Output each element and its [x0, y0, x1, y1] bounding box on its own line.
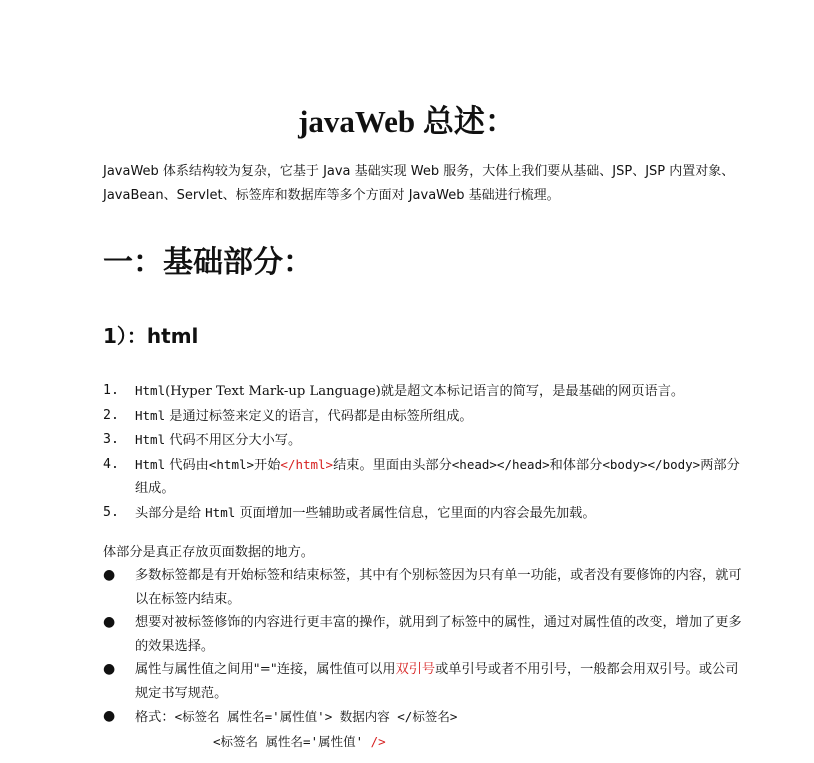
code-text: Html — [135, 407, 166, 423]
format-example: <标签名 属性名='属性值'> 数据内容 </标签名> — [174, 709, 458, 724]
bullet-item: ● 多数标签都是有开始标签和结束标签，其中有个别标签因为只有单一功能，或者没有要修饰的内容，就可以在标签内结束。 — [103, 564, 743, 611]
page-title: javaWeb 总述： — [298, 104, 516, 139]
section-heading: 一：基础部分： — [103, 245, 313, 280]
code-text: Html — [135, 432, 166, 447]
list-number: 1. — [103, 383, 119, 398]
code-text: Html — [135, 383, 166, 398]
bullet-item: ● 格式：<标签名 属性名='属性值'> 数据内容 </标签名> <标签名 属性名='属性值' /> — [103, 705, 743, 754]
bullet-item: ● 想要对被标签修饰的内容进行更丰富的操作，就用到了标签中的属性，通过对属性值的改变，增加了更多的效果选择。 — [103, 611, 743, 658]
list-item: 5. 头部分是给 Html 页面增加一些辅助或者属性信息，它里面的内容会最先加载。 — [103, 501, 743, 526]
subsection-heading: 1）：html — [103, 324, 199, 348]
list-item: 3. Html 代码不用区分大小写。 — [103, 428, 743, 453]
bullet-list — [103, 564, 743, 754]
intro-paragraph: JavaWeb 体系结构较为复杂，它基于 Java 基础实现 Web 服务，大体上我们要从基础、JSP、JSP 内置对象、JavaBean、Servlet、标签库和数据库等多个方面对 JavaWeb 基础进行梳理。 — [103, 164, 735, 203]
bullet-icon: ● — [103, 567, 116, 583]
highlight-text: 双引号 — [395, 662, 436, 677]
list-number: 2. — [103, 407, 119, 423]
list-item: 1. Html(Hyper Text Mark-up Language)就是超文本标记语言的简写，是最基础的网页语言。 — [103, 379, 743, 404]
bullet-icon: ● — [103, 661, 116, 677]
format-example-line2: <标签名 属性名='属性值' /> — [213, 733, 386, 749]
numbered-list — [103, 379, 743, 525]
list-item: 4. Html 代码由<html>开始</html>结束。里面由头部分<head></head>和体部分<body></body>两部分组成。 — [103, 453, 743, 501]
list-item: 2. Html 是通过标签来定义的语言，代码都是由标签所组成。 — [103, 404, 743, 429]
bullet-icon: ● — [103, 614, 116, 630]
bullet-icon: ● — [103, 708, 116, 724]
body-note: 体部分是真正存放页面数据的地方。 — [103, 545, 314, 560]
list-number: 3. — [103, 432, 119, 447]
bullet-item: ● 属性与属性值之间用"="连接，属性值可以用双引号或单引号或者不用引号，一般都会用双引号。或公司规定书写规范。 — [103, 658, 743, 705]
list-number: 5. — [103, 504, 119, 520]
list-number: 4. — [103, 456, 119, 472]
